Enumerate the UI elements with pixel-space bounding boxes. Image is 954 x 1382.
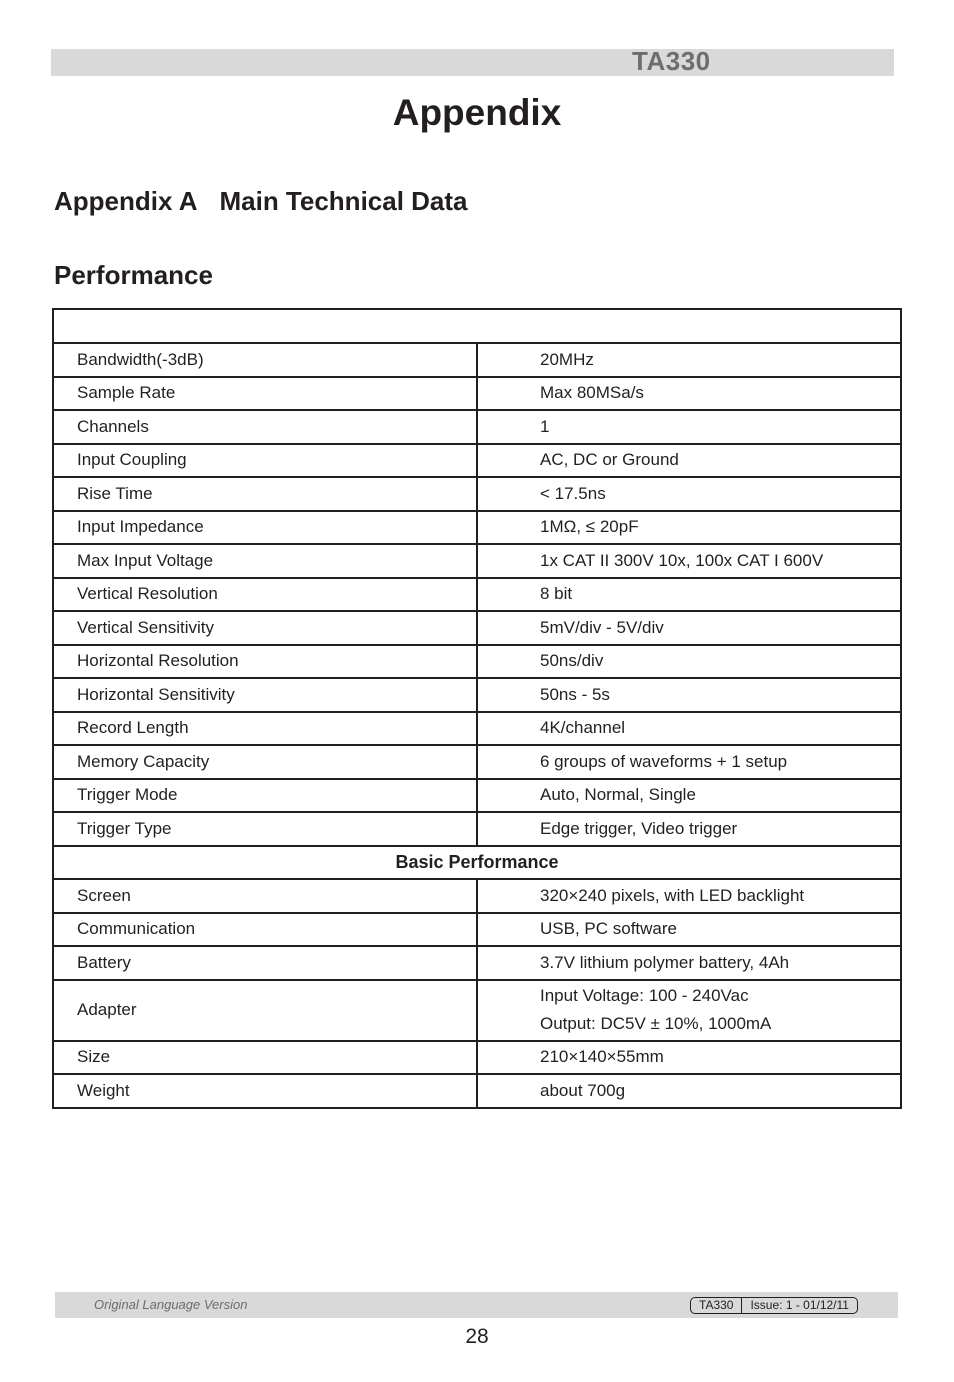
basic-performance-heading: Basic Performance bbox=[53, 846, 901, 880]
table-row bbox=[53, 645, 901, 679]
spec-label: Communication bbox=[53, 913, 477, 947]
table-row bbox=[53, 779, 901, 813]
section-row bbox=[53, 846, 901, 880]
table-row bbox=[53, 578, 901, 612]
spec-value: about 700g bbox=[477, 1074, 901, 1108]
section-heading bbox=[54, 186, 468, 217]
table-row bbox=[53, 444, 901, 478]
table-row bbox=[53, 477, 901, 511]
table-row bbox=[53, 377, 901, 411]
page-title: Appendix bbox=[392, 92, 562, 133]
spec-label: Weight bbox=[53, 1074, 477, 1108]
table-row bbox=[53, 678, 901, 712]
spec-value: 8 bit bbox=[477, 578, 901, 612]
spec-label: Input Impedance bbox=[53, 511, 477, 545]
table-row bbox=[53, 980, 901, 1041]
table-row bbox=[53, 511, 901, 545]
spec-value: 1MΩ, ≤ 20pF bbox=[477, 511, 901, 545]
spec-value: 320×240 pixels, with LED backlight bbox=[477, 879, 901, 913]
spec-label: Channels bbox=[53, 410, 477, 444]
table-row bbox=[53, 879, 901, 913]
spec-label: Vertical Sensitivity bbox=[53, 611, 477, 645]
spec-label: Record Length bbox=[53, 712, 477, 746]
spec-value: 4K/channel bbox=[477, 712, 901, 746]
header-model: TA330 bbox=[632, 46, 711, 76]
adapter-input-line: Input Voltage: 100 - 240Vac bbox=[540, 986, 749, 1005]
spec-table bbox=[52, 308, 902, 1109]
subsection-heading: Performance bbox=[54, 260, 213, 290]
spec-label: Max Input Voltage bbox=[53, 544, 477, 578]
table-row bbox=[53, 745, 901, 779]
spec-value-multiline bbox=[477, 980, 901, 1041]
spec-value: 50ns/div bbox=[477, 645, 901, 679]
table-row bbox=[53, 712, 901, 746]
section-title: Main Technical Data bbox=[219, 186, 468, 216]
spec-label: Trigger Mode bbox=[53, 779, 477, 813]
table-row bbox=[53, 611, 901, 645]
footer-note: Original Language Version bbox=[94, 1297, 248, 1312]
section-label: Appendix A bbox=[54, 186, 198, 216]
table-row bbox=[53, 1041, 901, 1075]
footer-issue: Issue: 1 - 01/12/11 bbox=[750, 1298, 849, 1312]
spec-label: Size bbox=[53, 1041, 477, 1075]
spec-value: 3.7V lithium polymer battery, 4Ah bbox=[477, 946, 901, 980]
spec-label: Horizontal Resolution bbox=[53, 645, 477, 679]
table-row bbox=[53, 1074, 901, 1108]
spec-value: 1 bbox=[477, 410, 901, 444]
spec-label: Screen bbox=[53, 879, 477, 913]
table-row bbox=[53, 812, 901, 846]
footer-model: TA330 bbox=[699, 1298, 734, 1312]
empty-header-cell bbox=[53, 309, 901, 343]
spec-value: 50ns - 5s bbox=[477, 678, 901, 712]
table-row bbox=[53, 913, 901, 947]
spec-label: Rise Time bbox=[53, 477, 477, 511]
table-row bbox=[53, 946, 901, 980]
spec-label: Input Coupling bbox=[53, 444, 477, 478]
spec-value: Max 80MSa/s bbox=[477, 377, 901, 411]
spec-value: 20MHz bbox=[477, 343, 901, 377]
spec-label: Trigger Type bbox=[53, 812, 477, 846]
spec-value: 1x CAT II 300V 10x, 100x CAT I 600V bbox=[477, 544, 901, 578]
spec-label: Bandwidth(-3dB) bbox=[53, 343, 477, 377]
table-row bbox=[53, 410, 901, 444]
spec-label: Battery bbox=[53, 946, 477, 980]
spec-value: < 17.5ns bbox=[477, 477, 901, 511]
spec-value: Edge trigger, Video trigger bbox=[477, 812, 901, 846]
spec-value: Auto, Normal, Single bbox=[477, 779, 901, 813]
spec-value: AC, DC or Ground bbox=[477, 444, 901, 478]
table-header-row bbox=[53, 309, 901, 343]
spec-label: Horizontal Sensitivity bbox=[53, 678, 477, 712]
spec-value: 6 groups of waveforms + 1 setup bbox=[477, 745, 901, 779]
table-row bbox=[53, 343, 901, 377]
header-bar bbox=[51, 49, 894, 76]
spec-label: Adapter bbox=[53, 980, 477, 1041]
table-row bbox=[53, 544, 901, 578]
page-number: 28 bbox=[465, 1325, 489, 1348]
spec-label: Memory Capacity bbox=[53, 745, 477, 779]
spec-value: 210×140×55mm bbox=[477, 1041, 901, 1075]
footer-issue-box bbox=[690, 1297, 858, 1314]
adapter-output-line: Output: DC5V ± 10%, 1000mA bbox=[540, 1014, 772, 1033]
spec-label: Vertical Resolution bbox=[53, 578, 477, 612]
spec-value: 5mV/div - 5V/div bbox=[477, 611, 901, 645]
spec-label: Sample Rate bbox=[53, 377, 477, 411]
spec-value: USB, PC software bbox=[477, 913, 901, 947]
